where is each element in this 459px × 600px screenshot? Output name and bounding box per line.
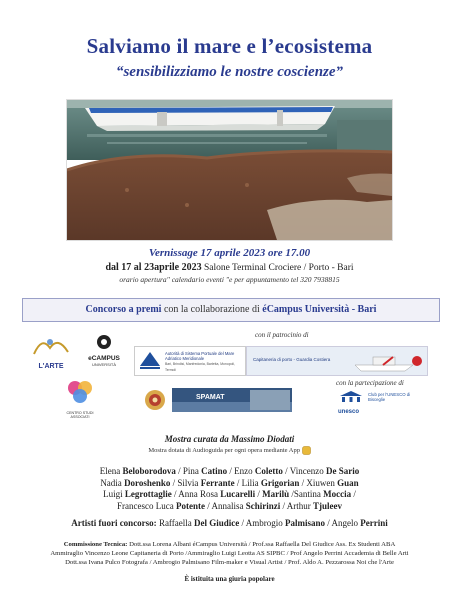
patronage-label: con il patrocinio di <box>255 331 309 339</box>
artist-last: Del Giudice <box>194 518 240 528</box>
participation-label: con la partecipazione di <box>336 379 404 387</box>
spamat-text: SPAMAT <box>196 394 225 401</box>
ecampus-logo <box>80 334 128 368</box>
audio-guide-note <box>0 446 459 455</box>
technical-commission <box>14 540 445 568</box>
artist-first: Francesco Luca <box>117 500 176 511</box>
exhibition-dates <box>0 262 459 273</box>
club-seal-icon <box>144 389 166 411</box>
spamat-logo <box>172 388 292 412</box>
study-center-mark-icon <box>65 378 95 406</box>
contest-prefix: Concorso a premi <box>85 304 162 315</box>
club-seal-logo <box>144 389 166 411</box>
contest-org: éCampus Università - Bari <box>262 304 377 315</box>
artist-first: Luigi <box>103 489 125 499</box>
commission-label: Commissione Tecnica: <box>63 541 128 548</box>
coast-guard-text: Capitaneria di porto - Guardia Costiera <box>253 357 331 362</box>
opening-hours: orario apertura" calendario eventi "e per appuntamento tel 320 7938815 <box>119 275 340 284</box>
ecampus-sub: UNIVERSITÀ <box>91 362 116 367</box>
coast-guard-logo <box>246 346 428 376</box>
shore-photo <box>66 99 393 241</box>
artist-first: Nadia <box>100 477 125 488</box>
commission-line-2: Ammiraglio Vincenzo Leone Capitaneria di Porto /Ammiraglio Luigi Leotta AS SIPBC / Prof Angelo Perrini Accademia di Belle Arti <box>50 550 409 558</box>
port-authority-logo <box>134 346 246 376</box>
study-center-text: CENTRO STUDI ASSOCIATI <box>66 411 94 419</box>
artist-first: / Pina <box>175 466 202 476</box>
artist-first: / Vincenzo <box>282 466 326 476</box>
artist-last: De Sario <box>325 466 360 476</box>
artist-first: / Arthur <box>280 500 313 511</box>
artists-line-3 <box>0 489 459 501</box>
artist-last: Marilù <box>262 489 290 499</box>
artists-line-2 <box>0 478 459 490</box>
ecampus-text: eCAMPUS <box>88 355 120 362</box>
artist-first: / Xiuwen <box>299 477 338 488</box>
unesco-club-text: Club per l'UNESCO di Bisceglie <box>368 392 411 403</box>
larte-mark-icon <box>30 334 72 358</box>
port-authority-sub: Bari, Brindisi, Manfredonia, Barletta, Monopoli, Termoli <box>165 362 235 372</box>
venue: Salone Terminal Crociere / Porto - Bari <box>203 263 354 273</box>
audio-guide-text: Mostra dotata di Audioguida per ogni opera mediante App <box>148 446 300 454</box>
artist-last: Legrottaglie <box>124 489 172 499</box>
app-icon <box>302 446 311 455</box>
unesco-text: unesco <box>338 409 360 415</box>
artist-first: Elena <box>99 466 123 476</box>
commission-line-3: Dott.ssa Ivana Pulco Fotografa / Ambrogio Palmisano Film-maker e Visual Artist / Prof. Aldo A. Pezzarossa Noi che l'Arte <box>65 559 394 567</box>
artists-list <box>0 466 459 512</box>
dates-bold: dal 17 al 23aprile 2023 <box>105 262 202 273</box>
curated-by: Mostra curata da Massimo Diodati <box>164 434 295 444</box>
artist-last: Tjuleev <box>313 500 342 511</box>
poster-subtitle: “sensibilizziamo le nostre coscienze” <box>115 64 344 80</box>
artist-first: / <box>255 489 263 499</box>
artist-first: /Santina <box>289 489 324 499</box>
artist-last: Schirinzi <box>245 500 281 511</box>
port-anchor-icon <box>137 348 163 374</box>
artist-last: Lucarelli <box>220 489 256 499</box>
artists-line-1 <box>0 466 459 478</box>
artist-first: Raffaella <box>158 518 195 528</box>
port-authority-text <box>165 351 243 373</box>
artist-last: Doroshenko <box>124 477 171 488</box>
artists-line-4 <box>0 501 459 513</box>
contest-middle: con la collaborazione di <box>163 304 260 315</box>
coast-guard-ship-icon <box>353 349 423 373</box>
commission-line-1 <box>14 540 445 549</box>
artist-last: Catino <box>201 466 228 476</box>
artist-first: / Annalisa <box>204 500 246 511</box>
artists-outside-contest <box>0 518 459 528</box>
artist-last: Beloborodova <box>122 466 176 476</box>
port-authority-name: Autorità di Sistema Portuale del Mare Adriatico Meridionale <box>165 351 235 361</box>
artist-last: Potente <box>175 500 205 511</box>
unesco-temple-icon <box>338 390 364 404</box>
outside-label: Artisti fuori concorso: <box>71 518 157 528</box>
shore-photo-image <box>67 100 392 240</box>
artist-first: / Angelo <box>325 518 361 528</box>
artist-last: Grigorian <box>260 477 300 488</box>
artist-last: Guan <box>337 477 359 488</box>
unesco-club-logo <box>338 390 428 416</box>
artist-last: Ferrante <box>200 477 235 488</box>
vernissage-line: Vernissage 17 aprile 2023 ore 17.00 <box>148 247 311 259</box>
artist-first: / Silvia <box>170 477 201 488</box>
larte-text: L'ARTE <box>38 363 64 370</box>
artist-sep: / <box>351 489 356 499</box>
poster-title: Salviamo il mare e l’ecosistema <box>86 34 373 58</box>
artist-last: Coletto <box>254 466 283 476</box>
commission-members: Dott.ssa Lorena Albani éCampus Università / Prof.ssa Raffaella Del Giudice Ass. Ex Studenti ABA <box>127 541 396 548</box>
artist-last: Moccia <box>323 489 352 499</box>
artist-first: / Lilia <box>234 477 261 488</box>
spamat-banner-image <box>172 388 292 412</box>
study-center-logo <box>60 378 100 426</box>
artist-last: Palmisano <box>285 518 326 528</box>
artist-last: Perrini <box>360 518 388 528</box>
contest-banner <box>22 298 440 322</box>
popular-jury: È istituita una giuria popolare <box>184 575 275 583</box>
ecampus-mark-icon <box>94 334 114 350</box>
larte-logo <box>30 334 72 368</box>
artist-first: / Anna Rosa <box>171 489 221 499</box>
artist-first: / Enzo <box>227 466 255 476</box>
artist-first: / Ambrogio <box>239 518 286 528</box>
